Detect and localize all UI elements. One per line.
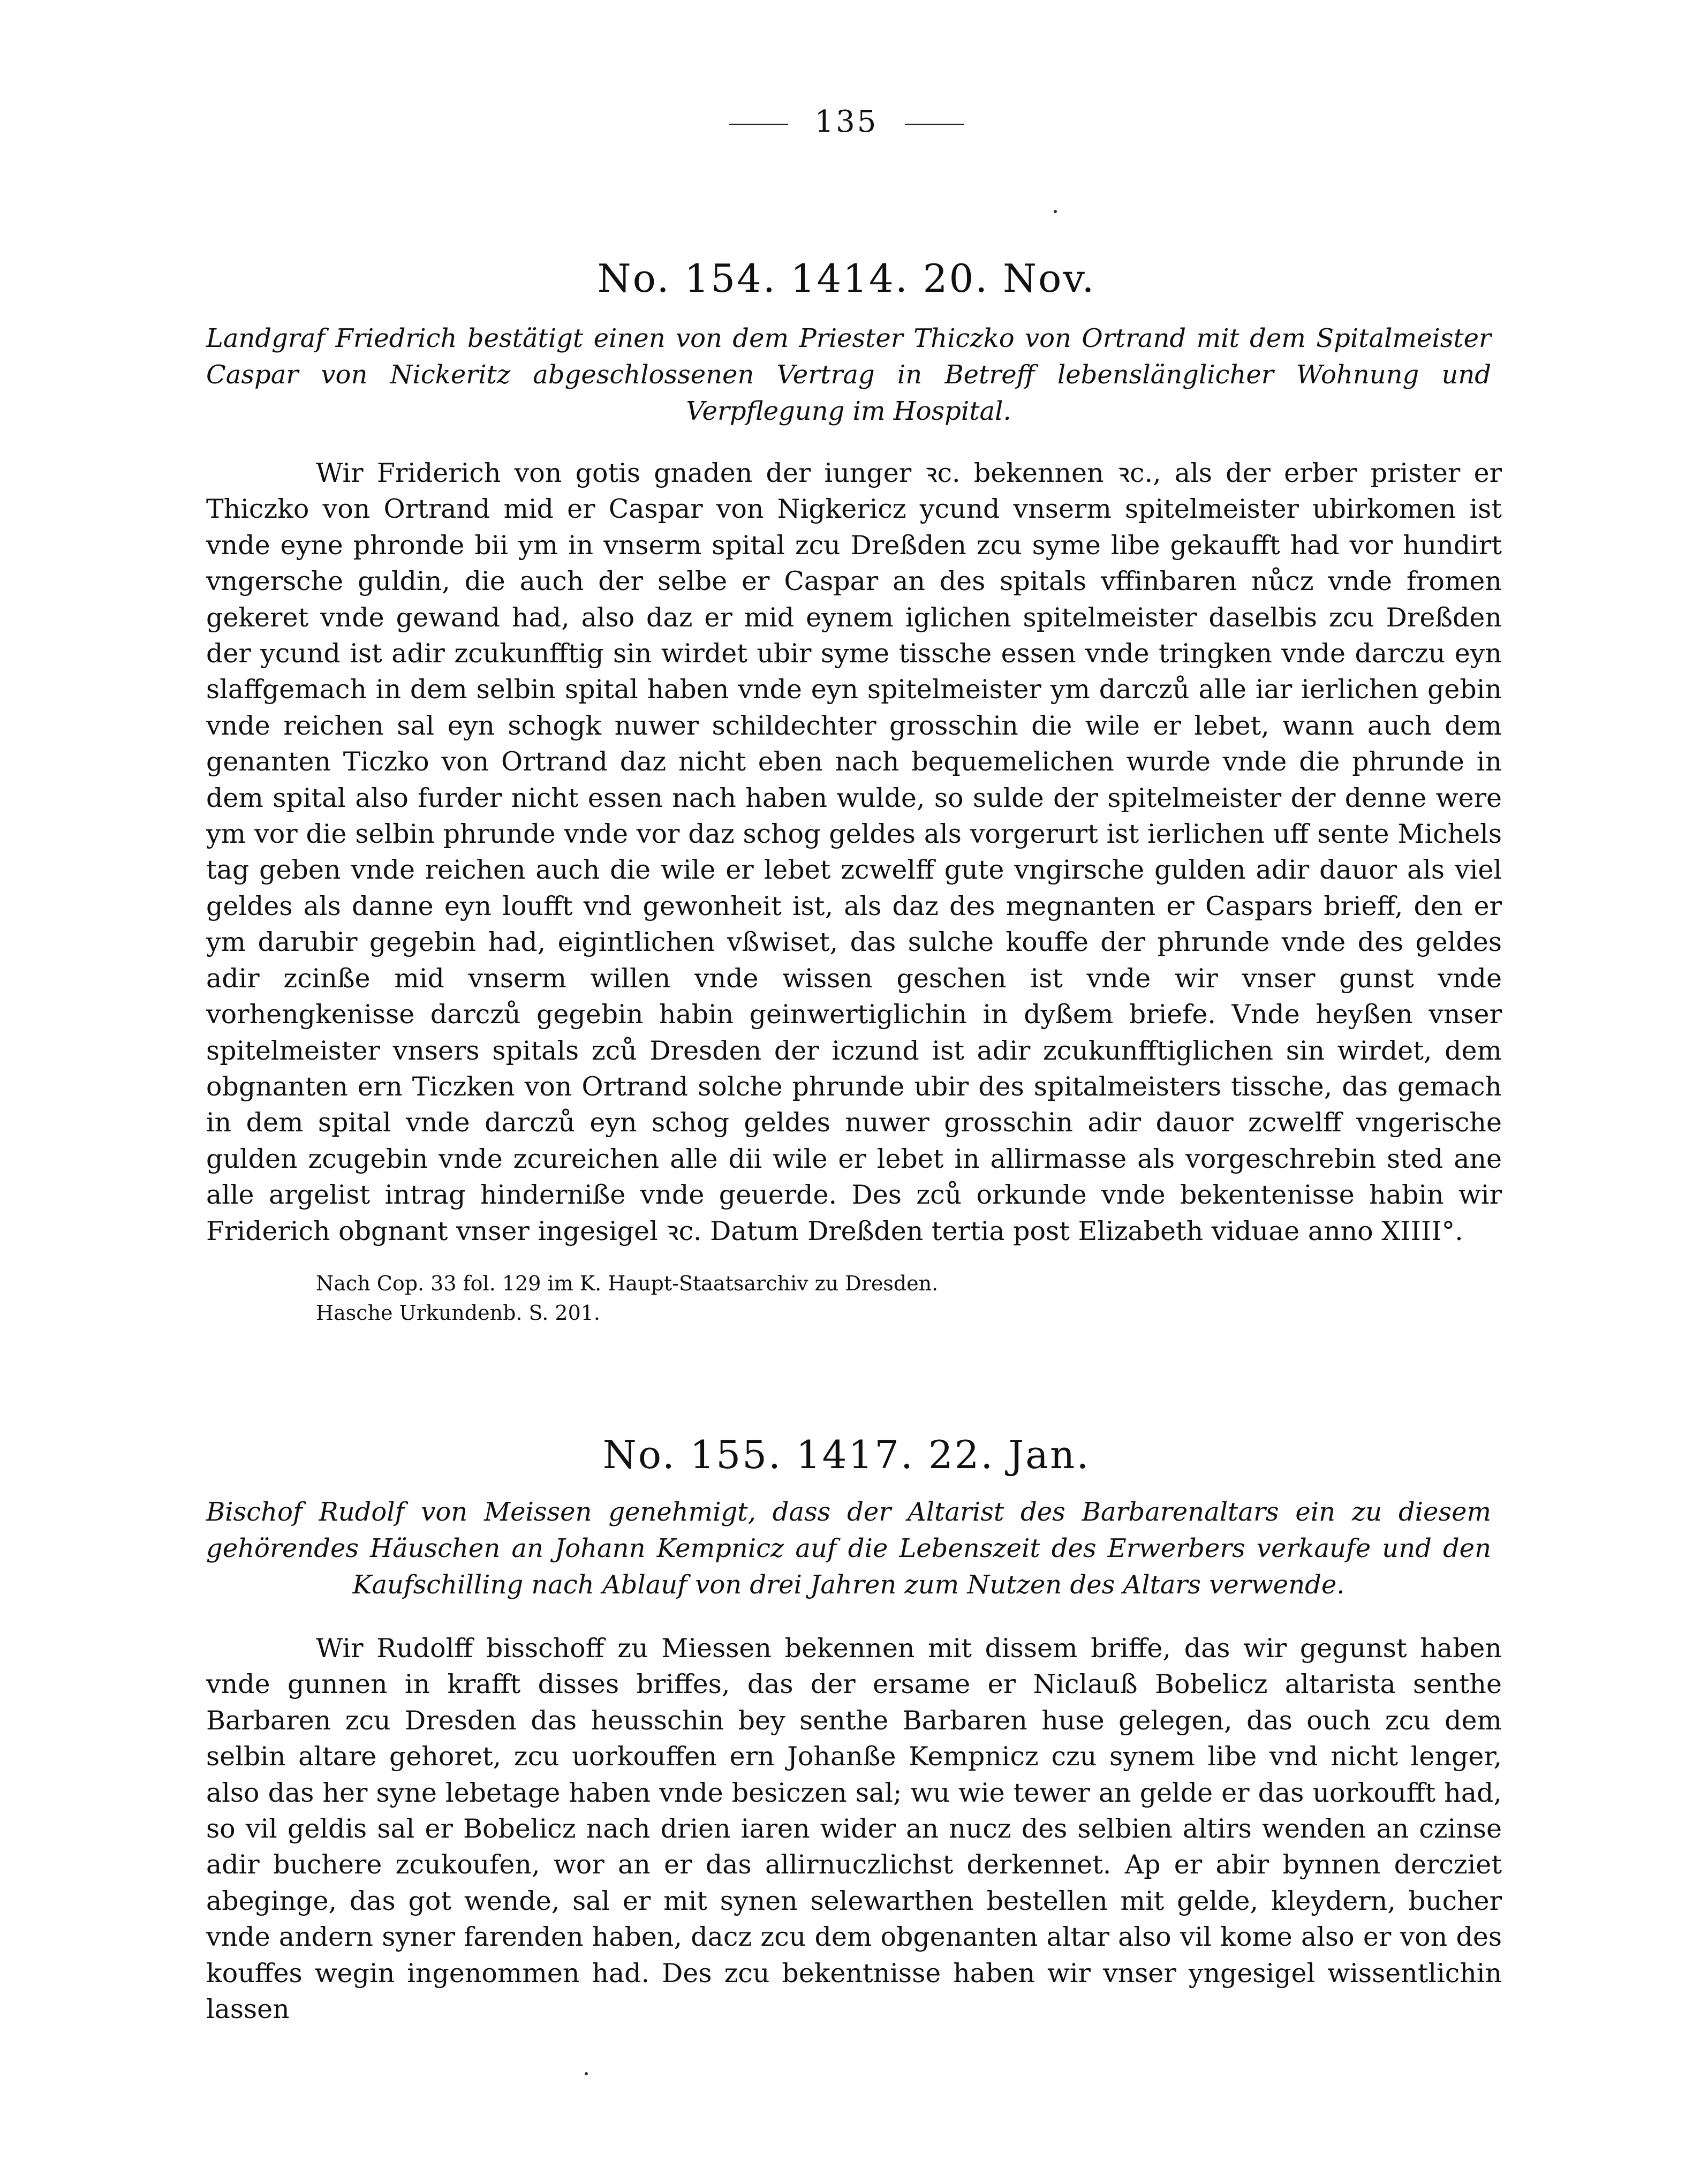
document-paragraph: Wir Friderich von gotis gnaden der iunger ꝛc. bekennen ꝛc., als der erber prister er Thiczko von Ortrand mid er Caspar von Nigkericz ycund vnserm spitelmeister ubirkomen ist vnde eyne phronde bii ym in vnserm spital zcu Dreßden zcu syme libe gekaufft had vor hundirt vngersche guldin, die auch der selbe er Caspar an des spitals vffinbaren nůcz vnde fromen gekeret vnde gewand had, also daz er mid eynem iglichen spitelmeister daselbis zcu Dreßden der ycund ist adir zcukunfftig sin wirdet ubir syme tissche essen vnde tringken vnde darczu eyn slaffgemach in dem selbin spital haben vnde eyn spitelmeister ym darczů alle iar ierlichen gebin vnde reichen sal eyn schogk nuwer schildechter grosschin die wile er lebet, wann auch dem genanten Ticzko von Ortrand daz nicht eben nach bequemelichen wurde vnde die phrunde in dem spital also furder nicht essen nach haben wulde, so sulde der spitelmeister der denne were ym vor die selbin phrunde vnde vor daz schog geldes als vorgerurt ist ierlichen uff sente Michels tag geben vnde reichen auch die wile er lebet zcwelff gute vngirsche gulden adir dauor als viel geldes als danne eyn loufft vnd gewonheit ist, als daz des megnanten er Caspars brieff, den er ym darubir gegebin had, eigintlichen vßwiset, das sulche kouffe der phrunde vnde des geldes adir zcinße mid vnserm willen vnde wissen geschen ist vnde wir vnser gunst vnde vorhengkenisse darczů gegebin habin geinwertiglichin in dyßem briefe. Vnde heyßen vnser spitelmeister vnsers spitals zců Dresden der iczund ist adir zcukunfftiglichen sin wirdet, dem obgnanten ern Ticzken von Ortrand solche phrunde ubir des spitalmeisters tissche, das gemach in dem spital vnde darczů eyn schog geldes nuwer grosschin adir dauor zcwelff vngerische gulden zcugebin vnde zcureichen alle dii wile er lebet in allirmasse als vorgeschrebin sted ane alle argelist intrag hinderniße vnde geuerde. Des zců orkunde vnde bekentenisse habin wir Friderich obgnant vnser ingesigel ꝛc. Datum Dreßden tertia post Elizabeth viduae anno XIIII°.: [206, 458, 1502, 1246]
page-header: [0, 104, 1693, 139]
document-summary: Bischof Rudolf von Meissen genehmigt, dass der Altarist des Barbarenaltars ein zu diesem gehörendes Häuschen an Johann Kempnicz auf die Lebenszeit des Erwerbers verkaufe und den Kaufschilling nach Ablauf von drei Jahren zum Nutzen des Altars verwende.: [206, 1497, 1491, 1600]
page-number: 135: [814, 104, 879, 139]
document-heading: No. 155. 1417. 22. Jan.: [602, 1432, 1091, 1477]
document-text: [206, 1630, 1502, 2027]
document-paragraph: Wir Rudolff bisschoff zu Miessen bekennen mit dissem briffe, das wir gegunst haben vnde gunnen in krafft disses briffes, das der ersame er Niclauß Bobelicz altarista senthe Barbaren zcu Dresden das heusschin bey senthe Barbaren huse gelegen, das ouch zcu dem selbin altare gehoret, zcu uorkouffen ern Johanße Kempnicz czu synem libe vnd nicht lenger, also das her syne lebetage haben vnde besiczen sal; wu wie tewer an gelde er das uorkoufft had, so vil geldis sal er Bobelicz nach drien iaren wider an nucz des selbien altirs wenden an czinse adir buchere zcukoufen, wor an er das allirnuczlichst derkennet. Ap er abir bynnen dercziet abeginge, das got wende, sal er mit synen selewarthen bestellen mit gelde, kleydern, bucher vnde andern syner farenden haben, dacz zcu dem obgenanten altar also vil kome also er von des kouffes wegin ingenommen had. Des zcu bekentnisse haben wir vnser yngesigel wissentlichin lassen: [206, 1633, 1502, 2025]
speck-mark: [585, 2072, 588, 2075]
document-heading: No. 154. 1414. 20. Nov.: [597, 256, 1096, 301]
source-notes: [316, 1269, 1387, 1328]
header-rule-left: [729, 124, 788, 125]
document-text: [206, 455, 1502, 1249]
header-rule-right: [905, 124, 964, 125]
document-summary: Landgraf Friedrich bestätigt einen von dem Priester Thiczko von Ortrand mit dem Spitalmeister Caspar von Nickeritz abgeschlossenen Vertrag in Betreff lebenslänglicher Wohnung und Verpflegung im Hospital.: [206, 323, 1491, 426]
speck-mark: [1054, 210, 1057, 213]
source-note: Hasche Urkundenb. S. 201.: [316, 1301, 600, 1325]
source-note: Nach Cop. 33 fol. 129 im K. Haupt-Staatsarchiv zu Dresden.: [316, 1272, 939, 1295]
